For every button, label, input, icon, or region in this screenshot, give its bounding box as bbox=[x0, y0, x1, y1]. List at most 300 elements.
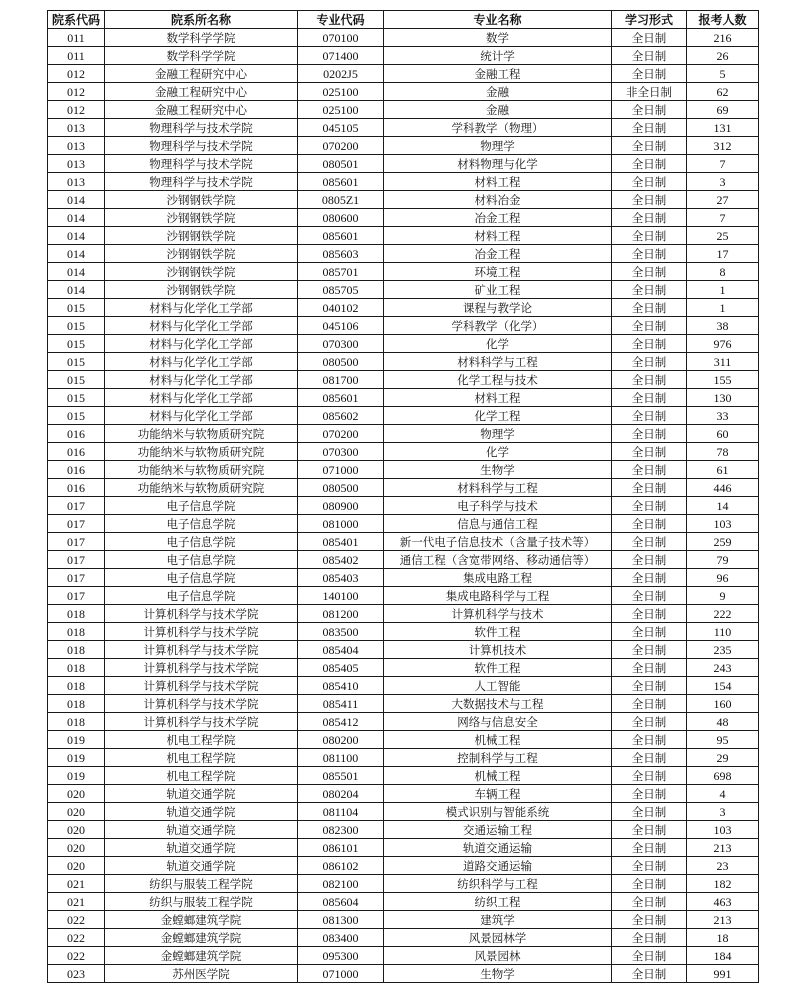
table-row bbox=[48, 263, 759, 281]
dept-name-cell: 轨道交通学院 bbox=[105, 803, 298, 821]
table-row bbox=[48, 821, 759, 839]
major-name-cell: 通信工程（含宽带网络、移动通信等） bbox=[384, 551, 612, 569]
study-mode-cell: 全日制 bbox=[612, 911, 687, 929]
dept-code-cell: 012 bbox=[48, 83, 105, 101]
dept-name-cell: 沙钢钢铁学院 bbox=[105, 245, 298, 263]
study-mode-cell: 全日制 bbox=[612, 713, 687, 731]
study-mode-cell: 全日制 bbox=[612, 425, 687, 443]
dept-code-cell: 020 bbox=[48, 785, 105, 803]
dept-name-cell: 材料与化学化工学部 bbox=[105, 407, 298, 425]
table-row bbox=[48, 731, 759, 749]
study-mode-cell: 全日制 bbox=[612, 929, 687, 947]
major-code-cell: 085411 bbox=[298, 695, 384, 713]
table-row bbox=[48, 137, 759, 155]
applicant-count-cell: 79 bbox=[687, 551, 759, 569]
dept-name-cell: 金融工程研究中心 bbox=[105, 101, 298, 119]
dept-code-cell: 014 bbox=[48, 209, 105, 227]
dept-name-cell: 功能纳米与软物质研究院 bbox=[105, 443, 298, 461]
major-code-cell: 140100 bbox=[298, 587, 384, 605]
dept-code-cell: 015 bbox=[48, 353, 105, 371]
applicant-count-cell: 18 bbox=[687, 929, 759, 947]
table-row bbox=[48, 911, 759, 929]
dept-code-cell: 017 bbox=[48, 569, 105, 587]
dept-name-cell: 金融工程研究中心 bbox=[105, 65, 298, 83]
table-row bbox=[48, 677, 759, 695]
table-row bbox=[48, 641, 759, 659]
study-mode-cell: 全日制 bbox=[612, 461, 687, 479]
applicant-count-cell: 48 bbox=[687, 713, 759, 731]
table-row bbox=[48, 371, 759, 389]
study-mode-cell: 非全日制 bbox=[612, 83, 687, 101]
study-mode-cell: 全日制 bbox=[612, 101, 687, 119]
table-row bbox=[48, 803, 759, 821]
study-mode-cell: 全日制 bbox=[612, 677, 687, 695]
dept-code-cell: 012 bbox=[48, 101, 105, 119]
table-row bbox=[48, 281, 759, 299]
dept-code-cell: 022 bbox=[48, 929, 105, 947]
dept-name-cell: 电子信息学院 bbox=[105, 515, 298, 533]
major-name-cell: 学科教学（化学） bbox=[384, 317, 612, 335]
table-row bbox=[48, 785, 759, 803]
major-code-cell: 082100 bbox=[298, 875, 384, 893]
major-code-cell: 085403 bbox=[298, 569, 384, 587]
study-mode-cell: 全日制 bbox=[612, 551, 687, 569]
study-mode-cell: 全日制 bbox=[612, 29, 687, 47]
major-code-cell: 081200 bbox=[298, 605, 384, 623]
dept-code-cell: 017 bbox=[48, 587, 105, 605]
study-mode-cell: 全日制 bbox=[612, 299, 687, 317]
major-name-cell: 机械工程 bbox=[384, 767, 612, 785]
major-name-cell: 金融 bbox=[384, 101, 612, 119]
dept-code-cell: 020 bbox=[48, 839, 105, 857]
major-name-cell: 计算机技术 bbox=[384, 641, 612, 659]
dept-code-cell: 014 bbox=[48, 227, 105, 245]
applicant-count-cell: 110 bbox=[687, 623, 759, 641]
table-row bbox=[48, 299, 759, 317]
dept-name-cell: 电子信息学院 bbox=[105, 533, 298, 551]
major-code-cell: 081100 bbox=[298, 749, 384, 767]
major-name-cell: 金融工程 bbox=[384, 65, 612, 83]
major-name-cell: 数学 bbox=[384, 29, 612, 47]
table-row bbox=[48, 839, 759, 857]
table-row bbox=[48, 461, 759, 479]
applicant-count-cell: 446 bbox=[687, 479, 759, 497]
applicant-count-cell: 17 bbox=[687, 245, 759, 263]
dept-code-cell: 012 bbox=[48, 65, 105, 83]
header-applicant-count: 报考人数 bbox=[687, 11, 759, 29]
major-name-cell: 学科教学（物理） bbox=[384, 119, 612, 137]
dept-name-cell: 计算机科学与技术学院 bbox=[105, 605, 298, 623]
table-row bbox=[48, 407, 759, 425]
dept-code-cell: 015 bbox=[48, 317, 105, 335]
dept-code-cell: 017 bbox=[48, 533, 105, 551]
major-code-cell: 085601 bbox=[298, 227, 384, 245]
study-mode-cell: 全日制 bbox=[612, 317, 687, 335]
header-dept-name: 院系所名称 bbox=[105, 11, 298, 29]
applicant-count-cell: 60 bbox=[687, 425, 759, 443]
major-name-cell: 生物学 bbox=[384, 461, 612, 479]
table-row bbox=[48, 893, 759, 911]
major-code-cell: 071000 bbox=[298, 461, 384, 479]
major-code-cell: 040102 bbox=[298, 299, 384, 317]
dept-name-cell: 材料与化学化工学部 bbox=[105, 335, 298, 353]
table-row bbox=[48, 497, 759, 515]
major-code-cell: 085404 bbox=[298, 641, 384, 659]
table-row bbox=[48, 353, 759, 371]
applicant-count-cell: 25 bbox=[687, 227, 759, 245]
study-mode-cell: 全日制 bbox=[612, 479, 687, 497]
major-name-cell: 风景园林学 bbox=[384, 929, 612, 947]
dept-code-cell: 014 bbox=[48, 245, 105, 263]
applicant-count-cell: 14 bbox=[687, 497, 759, 515]
dept-name-cell: 轨道交通学院 bbox=[105, 857, 298, 875]
table-row bbox=[48, 695, 759, 713]
table-row bbox=[48, 101, 759, 119]
applicant-count-cell: 213 bbox=[687, 839, 759, 857]
study-mode-cell: 全日制 bbox=[612, 605, 687, 623]
major-name-cell: 机械工程 bbox=[384, 731, 612, 749]
major-name-cell: 模式识别与智能系统 bbox=[384, 803, 612, 821]
dept-code-cell: 013 bbox=[48, 173, 105, 191]
dept-name-cell: 功能纳米与软物质研究院 bbox=[105, 479, 298, 497]
major-name-cell: 材料工程 bbox=[384, 389, 612, 407]
study-mode-cell: 全日制 bbox=[612, 209, 687, 227]
admission-table-container bbox=[47, 10, 758, 983]
dept-name-cell: 纺织与服装工程学院 bbox=[105, 875, 298, 893]
dept-code-cell: 016 bbox=[48, 479, 105, 497]
dept-code-cell: 019 bbox=[48, 749, 105, 767]
dept-code-cell: 013 bbox=[48, 155, 105, 173]
study-mode-cell: 全日制 bbox=[612, 335, 687, 353]
major-name-cell: 环境工程 bbox=[384, 263, 612, 281]
applicant-count-cell: 235 bbox=[687, 641, 759, 659]
major-code-cell: 085601 bbox=[298, 173, 384, 191]
applicant-count-cell: 29 bbox=[687, 749, 759, 767]
dept-code-cell: 013 bbox=[48, 137, 105, 155]
major-name-cell: 轨道交通运输 bbox=[384, 839, 612, 857]
major-name-cell: 车辆工程 bbox=[384, 785, 612, 803]
table-row bbox=[48, 335, 759, 353]
major-name-cell: 软件工程 bbox=[384, 623, 612, 641]
applicant-count-cell: 38 bbox=[687, 317, 759, 335]
applicant-count-cell: 27 bbox=[687, 191, 759, 209]
study-mode-cell: 全日制 bbox=[612, 227, 687, 245]
dept-code-cell: 016 bbox=[48, 443, 105, 461]
major-code-cell: 070100 bbox=[298, 29, 384, 47]
major-name-cell: 人工智能 bbox=[384, 677, 612, 695]
major-code-cell: 085412 bbox=[298, 713, 384, 731]
table-row bbox=[48, 425, 759, 443]
applicant-count-cell: 62 bbox=[687, 83, 759, 101]
applicant-count-cell: 311 bbox=[687, 353, 759, 371]
study-mode-cell: 全日制 bbox=[612, 515, 687, 533]
table-body bbox=[48, 29, 759, 983]
major-name-cell: 冶金工程 bbox=[384, 245, 612, 263]
major-name-cell: 化学工程 bbox=[384, 407, 612, 425]
table-row bbox=[48, 875, 759, 893]
table-row bbox=[48, 47, 759, 65]
dept-name-cell: 电子信息学院 bbox=[105, 497, 298, 515]
table-row bbox=[48, 191, 759, 209]
applicant-count-cell: 4 bbox=[687, 785, 759, 803]
dept-name-cell: 计算机科学与技术学院 bbox=[105, 641, 298, 659]
major-code-cell: 080900 bbox=[298, 497, 384, 515]
dept-code-cell: 015 bbox=[48, 335, 105, 353]
study-mode-cell: 全日制 bbox=[612, 407, 687, 425]
major-code-cell: 081104 bbox=[298, 803, 384, 821]
study-mode-cell: 全日制 bbox=[612, 281, 687, 299]
dept-name-cell: 数学科学学院 bbox=[105, 47, 298, 65]
header-dept-code: 院系代码 bbox=[48, 11, 105, 29]
applicant-count-cell: 9 bbox=[687, 587, 759, 605]
major-code-cell: 085705 bbox=[298, 281, 384, 299]
table-row bbox=[48, 119, 759, 137]
study-mode-cell: 全日制 bbox=[612, 65, 687, 83]
major-name-cell: 软件工程 bbox=[384, 659, 612, 677]
study-mode-cell: 全日制 bbox=[612, 371, 687, 389]
dept-code-cell: 022 bbox=[48, 947, 105, 965]
dept-code-cell: 018 bbox=[48, 677, 105, 695]
major-code-cell: 086102 bbox=[298, 857, 384, 875]
dept-code-cell: 020 bbox=[48, 821, 105, 839]
major-code-cell: 071000 bbox=[298, 965, 384, 983]
study-mode-cell: 全日制 bbox=[612, 353, 687, 371]
header-major-name: 专业名称 bbox=[384, 11, 612, 29]
major-name-cell: 电子科学与技术 bbox=[384, 497, 612, 515]
major-name-cell: 生物学 bbox=[384, 965, 612, 983]
study-mode-cell: 全日制 bbox=[612, 947, 687, 965]
major-code-cell: 085401 bbox=[298, 533, 384, 551]
major-code-cell: 085501 bbox=[298, 767, 384, 785]
applicant-count-cell: 312 bbox=[687, 137, 759, 155]
major-code-cell: 081000 bbox=[298, 515, 384, 533]
major-code-cell: 085602 bbox=[298, 407, 384, 425]
major-name-cell: 材料工程 bbox=[384, 227, 612, 245]
table-row bbox=[48, 947, 759, 965]
major-name-cell: 物理学 bbox=[384, 425, 612, 443]
dept-name-cell: 物理科学与技术学院 bbox=[105, 155, 298, 173]
major-code-cell: 085604 bbox=[298, 893, 384, 911]
major-code-cell: 071400 bbox=[298, 47, 384, 65]
major-code-cell: 095300 bbox=[298, 947, 384, 965]
dept-name-cell: 电子信息学院 bbox=[105, 587, 298, 605]
study-mode-cell: 全日制 bbox=[612, 821, 687, 839]
applicant-count-cell: 103 bbox=[687, 821, 759, 839]
applicant-count-cell: 5 bbox=[687, 65, 759, 83]
table-row bbox=[48, 317, 759, 335]
major-code-cell: 045106 bbox=[298, 317, 384, 335]
study-mode-cell: 全日制 bbox=[612, 767, 687, 785]
dept-name-cell: 电子信息学院 bbox=[105, 551, 298, 569]
major-name-cell: 网络与信息安全 bbox=[384, 713, 612, 731]
applicant-count-cell: 991 bbox=[687, 965, 759, 983]
dept-name-cell: 计算机科学与技术学院 bbox=[105, 695, 298, 713]
major-name-cell: 化学 bbox=[384, 443, 612, 461]
dept-code-cell: 013 bbox=[48, 119, 105, 137]
major-code-cell: 080600 bbox=[298, 209, 384, 227]
dept-code-cell: 017 bbox=[48, 497, 105, 515]
dept-name-cell: 机电工程学院 bbox=[105, 767, 298, 785]
major-code-cell: 085410 bbox=[298, 677, 384, 695]
dept-code-cell: 015 bbox=[48, 371, 105, 389]
study-mode-cell: 全日制 bbox=[612, 389, 687, 407]
applicant-count-cell: 23 bbox=[687, 857, 759, 875]
study-mode-cell: 全日制 bbox=[612, 641, 687, 659]
major-code-cell: 080200 bbox=[298, 731, 384, 749]
study-mode-cell: 全日制 bbox=[612, 173, 687, 191]
table-row bbox=[48, 443, 759, 461]
major-name-cell: 新一代电子信息技术（含量子技术等） bbox=[384, 533, 612, 551]
dept-code-cell: 016 bbox=[48, 461, 105, 479]
major-code-cell: 085405 bbox=[298, 659, 384, 677]
major-name-cell: 大数据技术与工程 bbox=[384, 695, 612, 713]
major-code-cell: 080500 bbox=[298, 353, 384, 371]
major-name-cell: 材料工程 bbox=[384, 173, 612, 191]
admission-table bbox=[47, 10, 759, 983]
dept-name-cell: 机电工程学院 bbox=[105, 731, 298, 749]
study-mode-cell: 全日制 bbox=[612, 839, 687, 857]
dept-code-cell: 019 bbox=[48, 767, 105, 785]
major-code-cell: 070300 bbox=[298, 443, 384, 461]
major-name-cell: 化学工程与技术 bbox=[384, 371, 612, 389]
major-name-cell: 计算机科学与技术 bbox=[384, 605, 612, 623]
major-code-cell: 085601 bbox=[298, 389, 384, 407]
table-row bbox=[48, 551, 759, 569]
table-row bbox=[48, 479, 759, 497]
dept-code-cell: 014 bbox=[48, 191, 105, 209]
major-code-cell: 080500 bbox=[298, 479, 384, 497]
dept-code-cell: 011 bbox=[48, 29, 105, 47]
major-code-cell: 070200 bbox=[298, 425, 384, 443]
major-code-cell: 081300 bbox=[298, 911, 384, 929]
dept-name-cell: 轨道交通学院 bbox=[105, 839, 298, 857]
major-name-cell: 建筑学 bbox=[384, 911, 612, 929]
dept-code-cell: 017 bbox=[48, 515, 105, 533]
table-row bbox=[48, 65, 759, 83]
applicant-count-cell: 7 bbox=[687, 209, 759, 227]
dept-code-cell: 016 bbox=[48, 425, 105, 443]
dept-name-cell: 金融工程研究中心 bbox=[105, 83, 298, 101]
dept-name-cell: 功能纳米与软物质研究院 bbox=[105, 425, 298, 443]
study-mode-cell: 全日制 bbox=[612, 875, 687, 893]
table-row bbox=[48, 767, 759, 785]
dept-code-cell: 018 bbox=[48, 623, 105, 641]
dept-code-cell: 021 bbox=[48, 875, 105, 893]
dept-name-cell: 轨道交通学院 bbox=[105, 821, 298, 839]
study-mode-cell: 全日制 bbox=[612, 119, 687, 137]
applicant-count-cell: 78 bbox=[687, 443, 759, 461]
applicant-count-cell: 69 bbox=[687, 101, 759, 119]
major-name-cell: 集成电路科学与工程 bbox=[384, 587, 612, 605]
study-mode-cell: 全日制 bbox=[612, 857, 687, 875]
dept-code-cell: 018 bbox=[48, 605, 105, 623]
applicant-count-cell: 463 bbox=[687, 893, 759, 911]
major-code-cell: 086101 bbox=[298, 839, 384, 857]
major-code-cell: 083500 bbox=[298, 623, 384, 641]
major-name-cell: 信息与通信工程 bbox=[384, 515, 612, 533]
table-row bbox=[48, 227, 759, 245]
major-code-cell: 0202J5 bbox=[298, 65, 384, 83]
major-code-cell: 083400 bbox=[298, 929, 384, 947]
major-name-cell: 课程与教学论 bbox=[384, 299, 612, 317]
dept-name-cell: 物理科学与技术学院 bbox=[105, 173, 298, 191]
major-name-cell: 控制科学与工程 bbox=[384, 749, 612, 767]
major-code-cell: 070200 bbox=[298, 137, 384, 155]
applicant-count-cell: 213 bbox=[687, 911, 759, 929]
study-mode-cell: 全日制 bbox=[612, 191, 687, 209]
table-row bbox=[48, 659, 759, 677]
table-row bbox=[48, 929, 759, 947]
applicant-count-cell: 7 bbox=[687, 155, 759, 173]
major-code-cell: 070300 bbox=[298, 335, 384, 353]
applicant-count-cell: 243 bbox=[687, 659, 759, 677]
table-row bbox=[48, 587, 759, 605]
major-name-cell: 材料冶金 bbox=[384, 191, 612, 209]
dept-name-cell: 沙钢钢铁学院 bbox=[105, 281, 298, 299]
dept-code-cell: 020 bbox=[48, 857, 105, 875]
dept-name-cell: 沙钢钢铁学院 bbox=[105, 227, 298, 245]
major-name-cell: 金融 bbox=[384, 83, 612, 101]
table-row bbox=[48, 965, 759, 983]
study-mode-cell: 全日制 bbox=[612, 497, 687, 515]
study-mode-cell: 全日制 bbox=[612, 659, 687, 677]
major-code-cell: 080501 bbox=[298, 155, 384, 173]
dept-code-cell: 015 bbox=[48, 389, 105, 407]
major-code-cell: 081700 bbox=[298, 371, 384, 389]
study-mode-cell: 全日制 bbox=[612, 245, 687, 263]
dept-name-cell: 物理科学与技术学院 bbox=[105, 137, 298, 155]
major-code-cell: 0805Z1 bbox=[298, 191, 384, 209]
study-mode-cell: 全日制 bbox=[612, 785, 687, 803]
dept-code-cell: 015 bbox=[48, 407, 105, 425]
major-name-cell: 材料科学与工程 bbox=[384, 353, 612, 371]
dept-code-cell: 021 bbox=[48, 893, 105, 911]
dept-name-cell: 金螳螂建筑学院 bbox=[105, 947, 298, 965]
study-mode-cell: 全日制 bbox=[612, 803, 687, 821]
table-row bbox=[48, 713, 759, 731]
major-code-cell: 025100 bbox=[298, 83, 384, 101]
dept-name-cell: 计算机科学与技术学院 bbox=[105, 659, 298, 677]
table-row bbox=[48, 245, 759, 263]
dept-name-cell: 物理科学与技术学院 bbox=[105, 119, 298, 137]
applicant-count-cell: 698 bbox=[687, 767, 759, 785]
dept-name-cell: 沙钢钢铁学院 bbox=[105, 191, 298, 209]
dept-name-cell: 纺织与服装工程学院 bbox=[105, 893, 298, 911]
major-name-cell: 材料物理与化学 bbox=[384, 155, 612, 173]
study-mode-cell: 全日制 bbox=[612, 623, 687, 641]
applicant-count-cell: 222 bbox=[687, 605, 759, 623]
applicant-count-cell: 130 bbox=[687, 389, 759, 407]
applicant-count-cell: 61 bbox=[687, 461, 759, 479]
table-row bbox=[48, 533, 759, 551]
dept-name-cell: 材料与化学化工学部 bbox=[105, 353, 298, 371]
applicant-count-cell: 184 bbox=[687, 947, 759, 965]
major-code-cell: 045105 bbox=[298, 119, 384, 137]
major-name-cell: 化学 bbox=[384, 335, 612, 353]
major-code-cell: 085603 bbox=[298, 245, 384, 263]
applicant-count-cell: 182 bbox=[687, 875, 759, 893]
dept-name-cell: 计算机科学与技术学院 bbox=[105, 713, 298, 731]
study-mode-cell: 全日制 bbox=[612, 749, 687, 767]
dept-name-cell: 材料与化学化工学部 bbox=[105, 389, 298, 407]
major-name-cell: 道路交通运输 bbox=[384, 857, 612, 875]
study-mode-cell: 全日制 bbox=[612, 695, 687, 713]
applicant-count-cell: 3 bbox=[687, 803, 759, 821]
major-name-cell: 交通运输工程 bbox=[384, 821, 612, 839]
table-row bbox=[48, 83, 759, 101]
applicant-count-cell: 160 bbox=[687, 695, 759, 713]
dept-code-cell: 014 bbox=[48, 281, 105, 299]
